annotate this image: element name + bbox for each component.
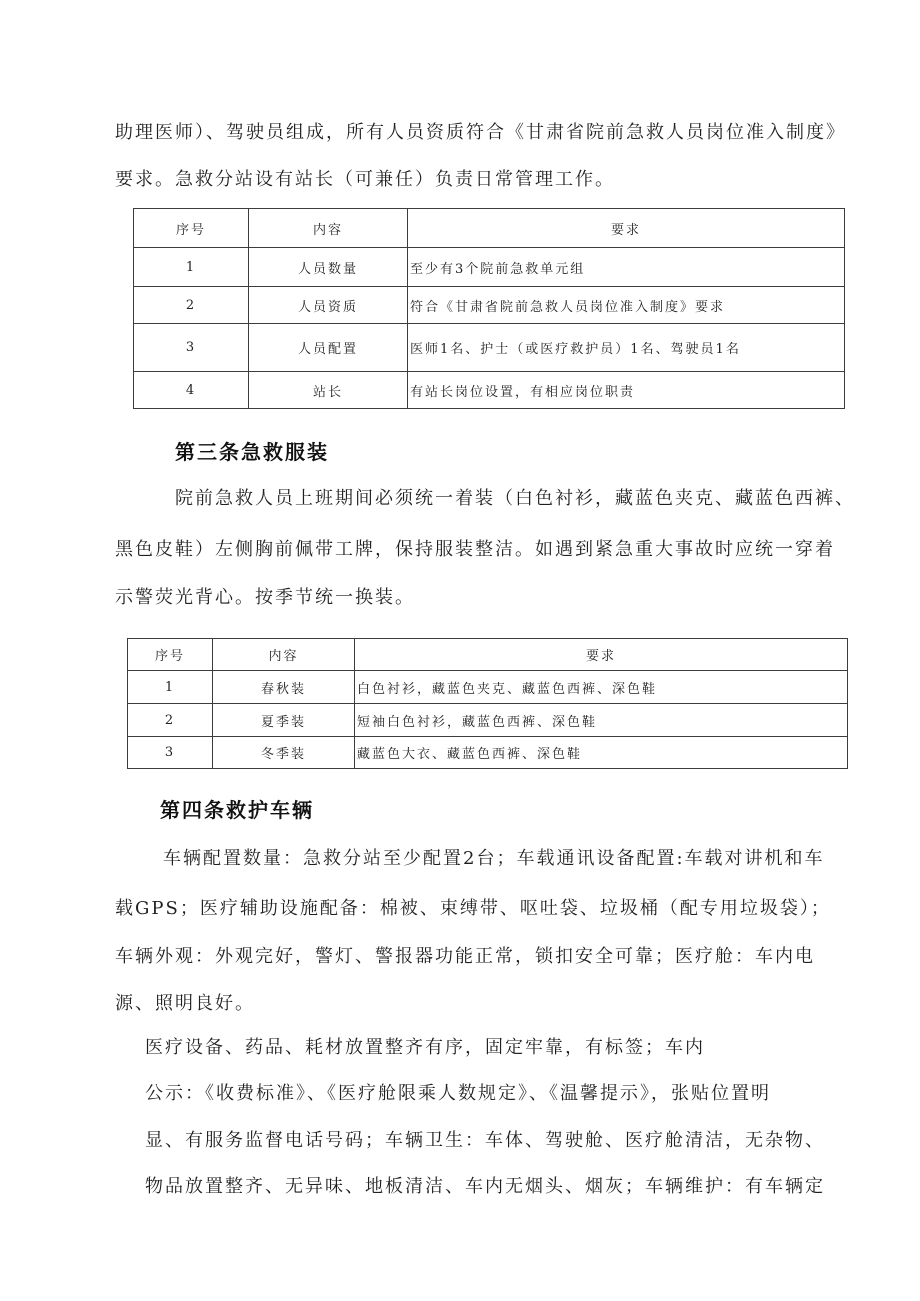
- header-requirement: 要求: [408, 209, 845, 248]
- cell-requirement: 医师1名、护士（或医疗救护员）1名、驾驶员1名: [408, 324, 845, 372]
- header-index: 序号: [134, 209, 249, 248]
- intro-line-2: 要求。急救分站设有站长（可兼任）负责日常管理工作。: [115, 169, 615, 190]
- cell-requirement: 白色衬衫，藏蓝色夹克、藏蓝色西裤、深色鞋: [355, 671, 848, 704]
- table-row: [128, 737, 848, 769]
- cell-index: 2: [128, 704, 213, 737]
- table-row: [128, 704, 848, 737]
- cell-content: 人员资质: [249, 287, 408, 324]
- cell-requirement: 符合《甘肃省院前急救人员岗位准入制度》要求: [408, 287, 845, 324]
- section-4-line-7: 显、有服务监督电话号码；车辆卫生：车体、驾驶舱、医疗舱清洁，无杂物、: [145, 1130, 825, 1151]
- cell-index: 3: [128, 737, 213, 769]
- table-row: [134, 287, 845, 324]
- uniform-requirements-table: [127, 638, 848, 769]
- personnel-requirements-table: [133, 208, 845, 409]
- table-row: [134, 372, 845, 409]
- section-4-line-3: 车辆外观：外观完好，警灯、警报器功能正常，锁扣安全可靠；医疗舱：车内电: [115, 946, 815, 967]
- cell-content: 冬季装: [213, 737, 355, 769]
- section-4-line-8: 物品放置整齐、无异味、地板清洁、车内无烟头、烟灰；车辆维护：有车辆定: [145, 1176, 825, 1197]
- header-content: 内容: [249, 209, 408, 248]
- header-requirement: 要求: [355, 639, 848, 671]
- cell-index: 1: [134, 248, 249, 287]
- cell-index: 2: [134, 287, 249, 324]
- cell-requirement: 藏蓝色大衣、藏蓝色西裤、深色鞋: [355, 737, 848, 769]
- table-row: [134, 324, 845, 372]
- table-header-row: [134, 209, 845, 248]
- cell-index: 1: [128, 671, 213, 704]
- table-row: [134, 248, 845, 287]
- cell-content: 夏季装: [213, 704, 355, 737]
- cell-content: 站长: [249, 372, 408, 409]
- cell-index: 3: [134, 324, 249, 372]
- section-3-heading: 第三条急救服装: [175, 440, 329, 464]
- section-4-heading: 第四条救护车辆: [160, 798, 314, 822]
- section-3-line-2: 黑色皮鞋）左侧胸前佩带工牌，保持服装整洁。如遇到紧急重大事故时应统一穿着: [115, 539, 835, 560]
- cell-content: 人员数量: [249, 248, 408, 287]
- section-3-line-3: 示警荧光背心。按季节统一换装。: [115, 587, 415, 608]
- section-4-line-2: 载GPS；医疗辅助设施配备：棉被、束缚带、呕吐袋、垃圾桶（配专用垃圾袋）；: [115, 898, 831, 919]
- section-4-line-1: 车辆配置数量：急救分站至少配置2台；车载通讯设备配置:车载对讲机和车: [163, 848, 825, 869]
- cell-requirement: 至少有3个院前急救单元组: [408, 248, 845, 287]
- cell-content: 春秋装: [213, 671, 355, 704]
- cell-requirement: 短袖白色衬衫，藏蓝色西裤、深色鞋: [355, 704, 848, 737]
- intro-line-1: 助理医师）、驾驶员组成，所有人员资质符合《甘肃省院前急救人员岗位准入制度》: [115, 122, 846, 143]
- header-content: 内容: [213, 639, 355, 671]
- cell-index: 4: [134, 372, 249, 409]
- cell-requirement: 有站长岗位设置，有相应岗位职责: [408, 372, 845, 409]
- cell-content: 人员配置: [249, 324, 408, 372]
- section-4-line-6: 公示：《收费标准》、《医疗舱限乘人数规定》、《温馨提示》，张贴位置明: [145, 1083, 771, 1104]
- table-row: [128, 671, 848, 704]
- header-index: 序号: [128, 639, 213, 671]
- section-4-line-4: 源、照明良好。: [115, 993, 255, 1014]
- table-header-row: [128, 639, 848, 671]
- section-4-line-5: 医疗设备、药品、耗材放置整齐有序，固定牢靠，有标签；车内: [145, 1037, 705, 1058]
- section-3-line-1: 院前急救人员上班期间必须统一着装（白色衬衫，藏蓝色夹克、藏蓝色西裤、: [175, 488, 855, 509]
